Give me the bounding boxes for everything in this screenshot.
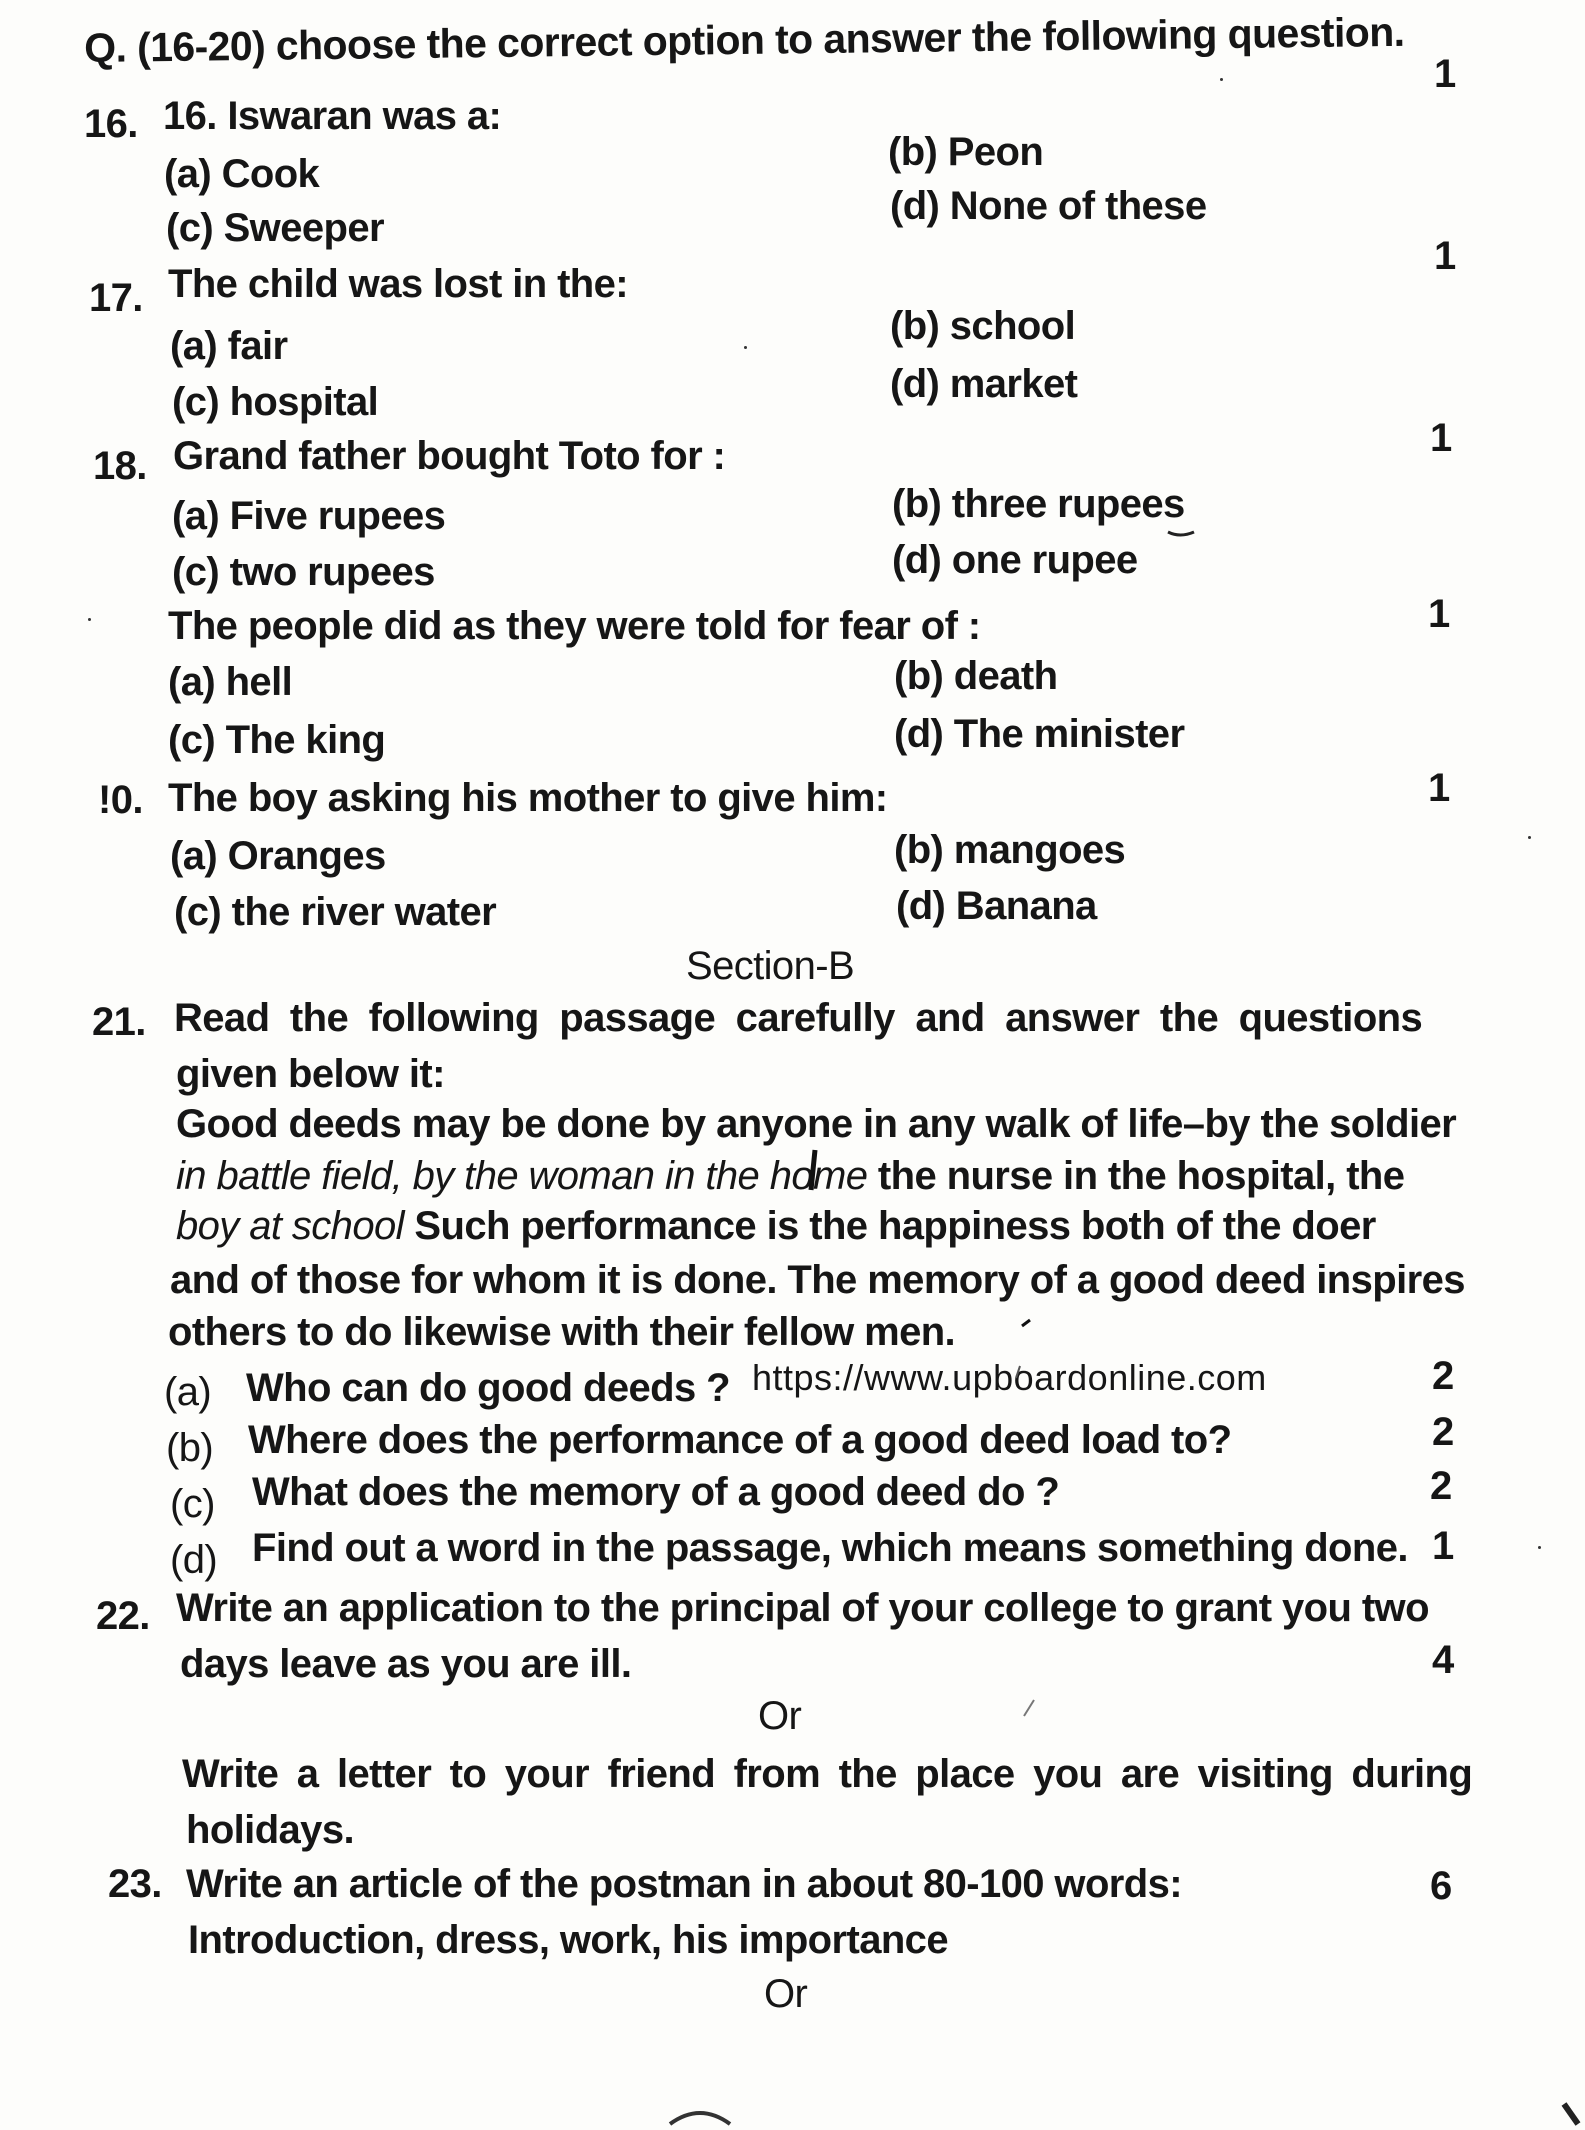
- q20-number: !0.: [98, 778, 143, 822]
- q16-marks: 1: [1434, 52, 1457, 96]
- q17-option-b: (b) school: [890, 304, 1076, 348]
- q21-passage-line-2b: the nurse in the hospital, the: [877, 1154, 1405, 1198]
- q23-line-1: Write an article of the postman in about 80-100 words:: [186, 1862, 1182, 1906]
- pen-stroke: [811, 1150, 815, 1190]
- q19-option-c: (c) The king: [168, 718, 386, 762]
- q17-option-c: (c) hospital: [172, 380, 379, 424]
- q16-question: 16. Iswaran was a:: [163, 94, 502, 138]
- q21-sub-c-marks: 2: [1430, 1464, 1453, 1508]
- q20-option-d: (d) Banana: [896, 884, 1097, 928]
- pen-stroke: [1022, 1320, 1030, 1326]
- q20-option-b: (b) mangoes: [894, 828, 1126, 872]
- q16-option-a: (a) Cook: [164, 152, 320, 196]
- q21-sub-c-label: (c): [170, 1482, 215, 1526]
- q20-option-a: (a) Oranges: [170, 834, 386, 878]
- q16-option-c: (c) Sweeper: [166, 206, 384, 250]
- q21-sub-a-text: Who can do good deeds ?: [246, 1366, 730, 1410]
- q19-option-a: (a) hell: [168, 660, 293, 704]
- q21-sub-b-marks: 2: [1432, 1410, 1455, 1454]
- q21-passage-line-3c: is the happiness both of the doer: [766, 1204, 1376, 1248]
- q18-question: Grand father bought Toto for :: [173, 434, 726, 478]
- q21-sub-c-text: What does the memory of a good deed do ?: [252, 1470, 1060, 1514]
- q21-passage-line-2a: in battle field, by the woman in the home: [176, 1154, 868, 1198]
- q19-option-b: (b) death: [894, 654, 1058, 698]
- q17-question: The child was lost in the:: [168, 262, 629, 306]
- q18-number: 18.: [93, 444, 147, 488]
- q21-passage-line-5: others to do likewise with their fellow men.: [168, 1310, 956, 1354]
- section-b-heading: Section-B: [686, 944, 855, 988]
- q22-alt-line-1: Write a letter to your friend from the place you are visiting during: [182, 1752, 1473, 1796]
- q20-option-c: (c) the river water: [174, 890, 497, 934]
- q20-marks: 1: [1428, 766, 1451, 810]
- q19-marks: 1: [1428, 592, 1451, 636]
- pen-underline: [1168, 532, 1194, 535]
- q16-option-b: (b) Peon: [888, 130, 1044, 174]
- q21-passage-line-4: and of those for whom it is done. The memory of a good deed inspires: [170, 1258, 1465, 1302]
- q22-number: 22.: [96, 1594, 150, 1638]
- q22-alt-line-2: holidays.: [186, 1808, 354, 1852]
- q18-marks: 1: [1430, 416, 1453, 460]
- pen-stroke: [1016, 1366, 1020, 1378]
- q21-number: 21.: [92, 1000, 146, 1044]
- section-header: Q. (16-20) choose the correct option to answer the following question.: [83, 8, 1405, 71]
- q16-number: 16.: [84, 102, 138, 146]
- q16-option-d: (d) None of these: [890, 184, 1207, 228]
- q17-option-d: (d) market: [890, 362, 1078, 406]
- q22-or: Or: [758, 1694, 802, 1738]
- watermark-url: https://www.upboardonline.com: [752, 1357, 1267, 1398]
- q21-sub-d-label: (d): [170, 1538, 218, 1582]
- q21-passage-line-1: Good deeds may be done by anyone in any walk of life–by the soldier: [176, 1102, 1457, 1146]
- q17-option-a: (a) fair: [170, 324, 288, 368]
- q18-option-b: (b) three rupees: [892, 482, 1185, 526]
- q19-option-d: (d) The minister: [894, 712, 1185, 756]
- q18-option-a: (a) Five rupees: [172, 494, 446, 538]
- q21-passage-line-3a: boy at school: [176, 1204, 404, 1248]
- q17-marks: 1: [1434, 234, 1457, 278]
- q22-line-2: days leave as you are ill.: [180, 1642, 632, 1686]
- q21-sub-d-text: Find out a word in the passage, which means something done.: [252, 1526, 1408, 1570]
- q22-line-1: Write an application to the principal of your college to grant you two: [176, 1586, 1429, 1630]
- q21-sub-b-label: (b): [166, 1426, 214, 1470]
- q23-hint: Introduction, dress, work, his importance: [188, 1918, 948, 1962]
- q21-sub-a-marks: 2: [1432, 1354, 1455, 1398]
- q21-sub-b-text: Where does the performance of a good deed load to?: [248, 1418, 1232, 1462]
- q20-question: The boy asking his mother to give him:: [168, 776, 888, 820]
- q17-number: 17.: [89, 276, 143, 320]
- q21-passage-line-3b: Such performance: [414, 1204, 757, 1248]
- q22-marks: 4: [1432, 1638, 1455, 1682]
- q18-option-c: (c) two rupees: [172, 550, 435, 594]
- q23-or: Or: [764, 1972, 808, 2016]
- page-number-fragment: [670, 2113, 730, 2124]
- q21-sub-a-label: (a): [164, 1370, 212, 1414]
- q18-option-d: (d) one rupee: [892, 538, 1138, 582]
- q21-instruction-2: given below it:: [176, 1052, 445, 1096]
- q19-question: The people did as they were told for fear of :: [168, 604, 981, 648]
- q23-marks: 6: [1430, 1864, 1453, 1908]
- pen-stroke: [1024, 1700, 1034, 1716]
- corner-mark: [1564, 2104, 1578, 2124]
- q23-number: 23.: [108, 1862, 162, 1906]
- q21-instruction-1: Read the following passage carefully and answer the questions: [174, 996, 1423, 1040]
- q21-sub-d-marks: 1: [1432, 1524, 1455, 1568]
